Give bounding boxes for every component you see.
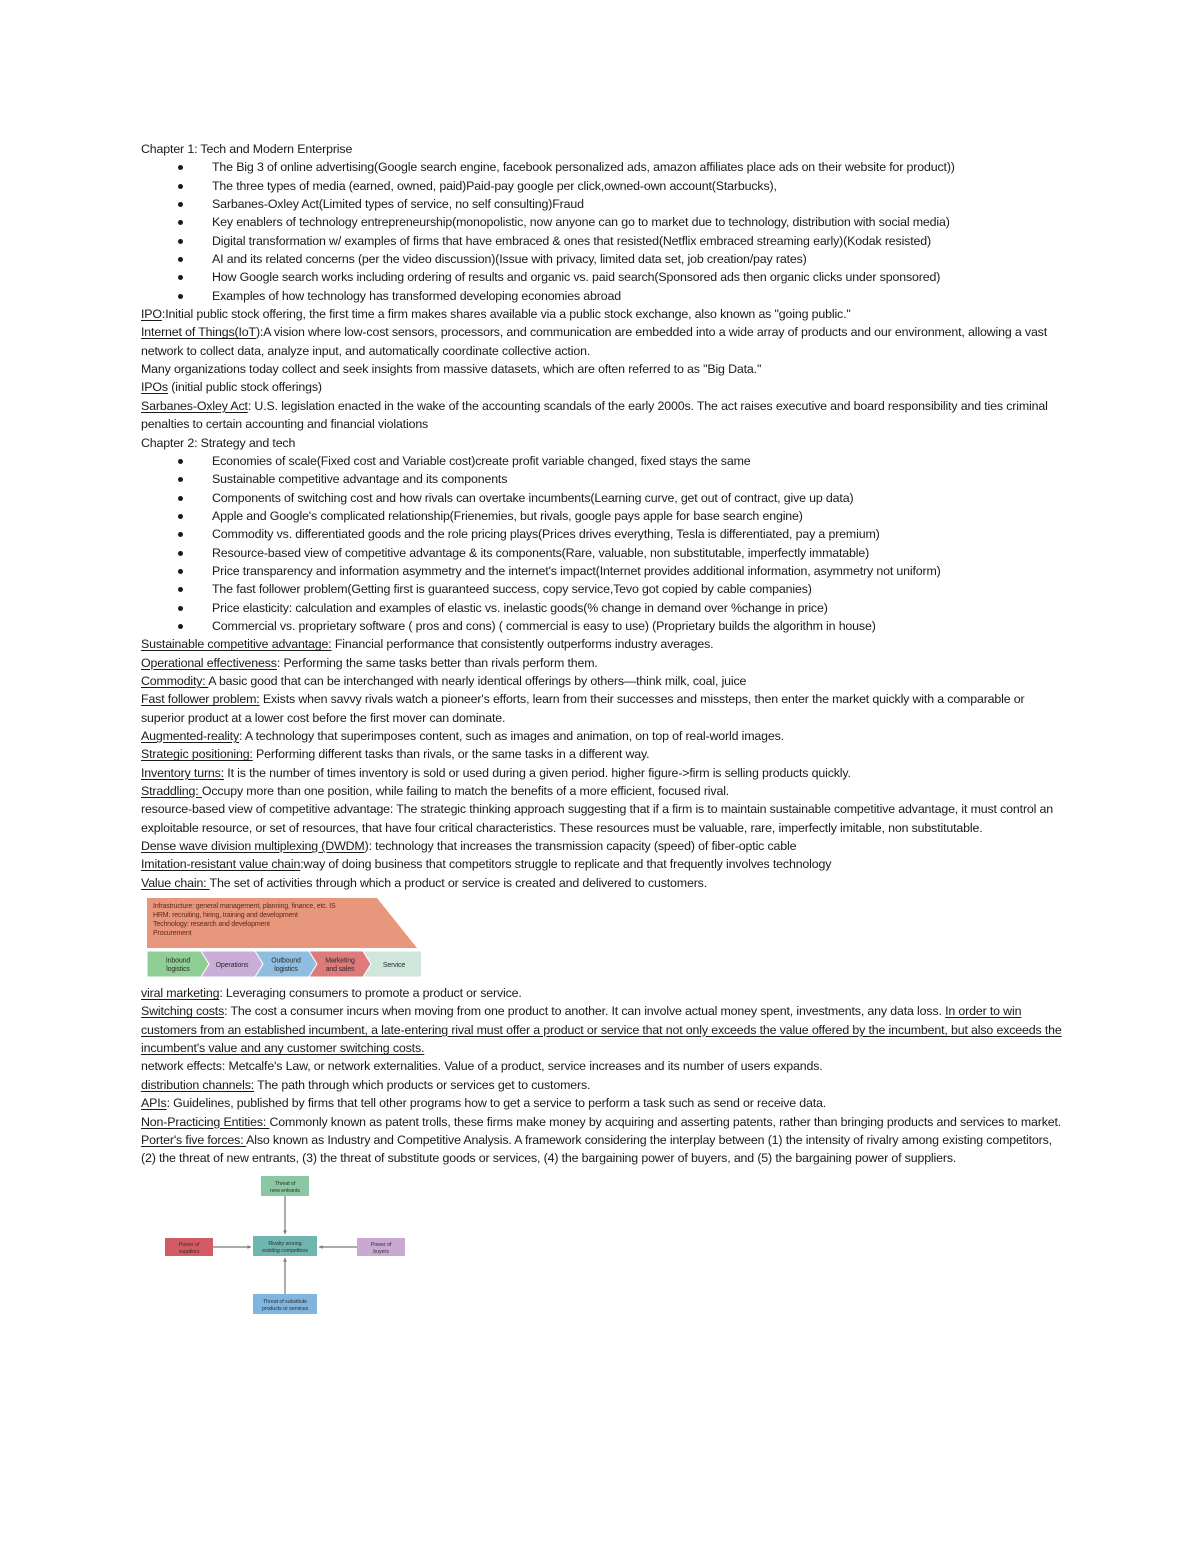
definition-paragraph [141, 654, 1066, 672]
chapter2-definitions-a [141, 635, 1066, 892]
definition-text: ): technology that increases the transmission capacity (speed) of fiber-optic cable [364, 839, 797, 854]
five-forces-diagram [163, 1174, 413, 1316]
definition-paragraph [141, 1057, 1066, 1075]
bullet-item: How Google search works including ordering of results and organic vs. paid search(Sponsored ads then organic clicks under sponsored) [141, 268, 1066, 286]
primary-activity-label: Inbound [165, 957, 191, 965]
bullet-item: Commodity vs. differentiated goods and the role pricing plays(Prices drives everything, Tesla is differentiated, pay a premium) [141, 525, 1066, 543]
support-activity-label: HRM: recruiting, hiring, training and development [153, 912, 298, 920]
definition-term: Sarbanes-Oxley Act [141, 398, 248, 413]
definition-term: APIs [141, 1096, 167, 1111]
arrow-head [283, 1258, 287, 1262]
definition-paragraph [141, 305, 1066, 323]
bullet-item: Apple and Google's complicated relationship(Frienemies, but rivals, google pays apple for base search engine) [141, 507, 1066, 525]
definition-paragraph [141, 855, 1066, 873]
bullet-item: Price elasticity: calculation and examples of elastic vs. inelastic goods(% change in demand over %change in price) [141, 599, 1066, 617]
support-activity-label: Technology: research and development [153, 921, 270, 929]
definition-paragraph [141, 1002, 1066, 1057]
definition-term: Non-Practicing Entities: [141, 1114, 270, 1129]
definition-paragraph [141, 782, 1066, 800]
primary-activity-label: Operations [215, 962, 249, 970]
chapter1-definitions [141, 305, 1066, 433]
definition-term: Internet of Things(IoT [141, 325, 256, 340]
force-label: Power of [178, 1241, 200, 1248]
definition-term: Operational effectiveness [141, 655, 277, 670]
notes-body [141, 140, 1066, 1316]
bullet-item: Components of switching cost and how rivals can overtake incumbents(Learning curve, get out of contract, give up data) [141, 489, 1066, 507]
definition-paragraph [141, 1076, 1066, 1094]
primary-activity-label: Marketing [325, 957, 355, 965]
definition-text: Performing different tasks than rivals, or the same tasks in a different way. [252, 747, 650, 762]
definition-text: Commonly known as patent trolls, these firms make money by acquiring and asserting patents, rather than bringing products and services to market. [269, 1114, 1062, 1129]
definition-paragraph [141, 727, 1066, 745]
arrow-head [319, 1245, 323, 1249]
force-label: Threat of substitute [262, 1298, 308, 1305]
bullet-item: The fast follower problem(Getting first is guaranteed success, copy service,Tevo got copied by cable companies) [141, 580, 1066, 598]
definition-text: :Initial public stock offering, the first time a firm makes shares available via a public stock exchange, also known as "going public." [161, 307, 851, 322]
value-chain-figure [145, 898, 1066, 978]
definition-paragraph [141, 378, 1066, 396]
force-label: existing competitors [262, 1247, 308, 1254]
bullet-item: Sarbanes-Oxley Act(Limited types of service, no self consulting)Fraud [141, 195, 1066, 213]
definition-paragraph [141, 1113, 1066, 1131]
definition-term: IPO [141, 307, 162, 322]
definition-paragraph [141, 397, 1066, 434]
definition-text: The set of activities through which a product or service is created and delivered to customers. [209, 875, 708, 890]
definition-paragraph [141, 874, 1066, 892]
definition-text: resource-based view of competitive advantage: The strategic thinking approach suggesting that if a firm is to maintain sustainable competitive advantage, it must control an exploitable resource, or set of resources, that have four critical characteristics. These resources must be valuable, rare, imperfectly imitable, non substitutable. [141, 802, 1054, 835]
arrow-head [247, 1245, 251, 1249]
definition-text: : Performing the same tasks better than rivals perform them. [276, 655, 598, 670]
force-label: buyers [373, 1248, 389, 1255]
definition-paragraph [141, 672, 1066, 690]
chapter2-heading: Chapter 2: Strategy and tech [141, 435, 296, 450]
bullet-item: The Big 3 of online advertising(Google search engine, facebook personalized ads, amazon affiliates place ads on their website for product)) [141, 158, 1066, 176]
bullet-item: Key enablers of technology entrepreneurship(monopolistic, now anyone can go to market due to technology, distribution with social media) [141, 213, 1066, 231]
definition-text: A basic good that can be interchanged with nearly identical offerings by others—think milk, coal, juice [208, 673, 747, 688]
definition-text: : A technology that superimposes content, such as images and animation, on top of real-world images. [239, 729, 784, 743]
bullet-item: The three types of media (earned, owned, paid)Paid-pay google per click,owned-own account(Starbucks), [141, 177, 1066, 195]
definition-paragraph [141, 764, 1066, 782]
definition-term: Switching costs [141, 1004, 225, 1019]
definition-term: Imitation-resistant value chain [141, 857, 301, 872]
definition-term: Commodity: [141, 673, 209, 688]
definition-text: : The cost a consumer incurs when moving from one product to another. It can involve actual money spent, investments, any data loss. [224, 1004, 946, 1019]
definition-paragraph [141, 1131, 1066, 1168]
definition-emphasis: In order to win customers from an established incumbent, a late-entering rival must offer a product or service that not only exceeds the value offered by the incumbent, but also exceeds the incumbent's value and any customer switching costs. [141, 1004, 1062, 1056]
value-chain-diagram [145, 898, 421, 978]
force-label: suppliers [178, 1248, 200, 1255]
definition-text: The path through which products or services get to customers. [254, 1077, 591, 1092]
definition-term: distribution channels: [141, 1077, 255, 1092]
primary-activity-label: Service [382, 962, 406, 970]
definition-term: Strategic positioning: [141, 747, 253, 762]
definition-text: Many organizations today collect and seek insights from massive datasets, which are often referred to as "Big Data." [141, 362, 762, 377]
definition-text: network effects: Metcalfe's Law, or network externalities. Value of a product, service increases and its number of users expands. [141, 1059, 823, 1074]
support-activity-label: Infrastructure: general management, planning, finance, etc. IS [153, 903, 336, 911]
definition-paragraph [141, 635, 1066, 653]
definition-text: Also known as Industry and Competitive Analysis. A framework considering the interplay between (1) the intensity of rivalry among existing competitors, (2) the threat of new entrants, (3) the threat of substitute goods or services, (4) the bargaining power of buyers, and (5) the bargaining power of suppliers. [141, 1132, 1052, 1166]
definition-term: viral marketing [141, 986, 220, 1001]
definition-term: Value chain: [141, 875, 210, 890]
bullet-item: AI and its related concerns (per the video discussion)(Issue with privacy, limited data set, job creation/pay rates) [141, 250, 1066, 268]
definition-term: Inventory turns: [141, 765, 224, 780]
definition-text: : Leveraging consumers to promote a product or service. [219, 986, 522, 1001]
definition-text: ):A vision where low-cost sensors, processors, and communication are embedded into a wide array of products and our environment, allowing a vast network to collect data, analyze input, and automatically coordinate collective action. [141, 325, 1048, 358]
bullet-item: Commercial vs. proprietary software ( pros and cons) ( commercial is easy to use) (Proprietary builds the algorithm in house) [141, 617, 1066, 635]
arrow-head [283, 1230, 287, 1234]
definition-term: Fast follower problem: [141, 692, 260, 707]
chapter1-bullet-list [141, 158, 1066, 305]
bullet-item: Examples of how technology has transformed developing economies abroad [141, 287, 1066, 305]
definition-paragraph [141, 984, 1066, 1002]
support-activity-label: Procurement [153, 930, 192, 938]
definition-text: :way of doing business that competitors struggle to replicate and that frequently involves technology [300, 857, 832, 872]
primary-activity-label: and sales [325, 966, 355, 974]
definition-term: Sustainable competitive advantage: [141, 637, 332, 652]
force-label: products or services [261, 1305, 309, 1312]
primary-activity-label: logistics [166, 966, 190, 974]
definition-text: Financial performance that consistently outperforms industry averages. [331, 637, 714, 652]
definition-paragraph [141, 800, 1066, 837]
definition-paragraph [141, 745, 1066, 763]
definition-paragraph [141, 837, 1066, 855]
bullet-item: Sustainable competitive advantage and its components [141, 470, 1066, 488]
definition-paragraph [141, 1094, 1066, 1112]
bullet-item: Economies of scale(Fixed cost and Variable cost)create profit variable changed, fixed stays the same [141, 452, 1066, 470]
bullet-item: Resource-based view of competitive advantage & its components(Rare, valuable, non substitutable, imperfectly immatable) [141, 544, 1066, 562]
force-label: new entrants [270, 1187, 300, 1194]
force-label: Rivalry among [268, 1240, 302, 1247]
primary-activity-label: Outbound [271, 957, 301, 965]
force-label: Power of [370, 1241, 392, 1248]
chapter1-heading: Chapter 1: Tech and Modern Enterprise [141, 142, 353, 156]
definition-term: Straddling: [141, 784, 202, 799]
definition-term: Porter's five forces: [141, 1132, 247, 1147]
definition-text: (initial public stock offerings) [167, 380, 322, 395]
bullet-item: Digital transformation w/ examples of firms that have embraced & ones that resisted(Netflix embraced streaming early)(Kodak resisted) [141, 232, 1066, 250]
definition-text: Occupy more than one position, while failing to match the benefits of a more efficient, focused rival. [201, 784, 730, 799]
bullet-item: Price transparency and information asymmetry and the internet's impact(Internet provides additional information, asymmetry not uniform) [141, 562, 1066, 580]
definition-term: Dense wave division multiplexing (DWDM [141, 839, 365, 854]
definition-term: Augmented-reality [141, 729, 240, 743]
chapter2-definitions-b [141, 984, 1066, 1167]
force-label: Threat of [274, 1180, 296, 1187]
definition-text: : Guidelines, published by firms that tell other programs how to get a service to perform a task such as send or receive data. [166, 1096, 827, 1111]
chapter2-bullet-list [141, 452, 1066, 635]
definition-text: : U.S. legislation enacted in the wake of the accounting scandals of the early 2000s. The act raises executive and board responsibility and ties criminal penalties to certain accounting and financial violations [141, 398, 1048, 432]
definition-paragraph [141, 323, 1066, 360]
definition-term: IPOs [141, 380, 168, 395]
primary-activity-label: logistics [274, 966, 298, 974]
definition-text: Exists when savvy rivals watch a pioneer's efforts, learn from their successes and missteps, then enter the market quickly with a comparable or superior product at a lower cost before the first mover can dominate. [141, 692, 1025, 725]
definition-text: It is the number of times inventory is sold or used during a given period. higher figure->firm is selling products quickly. [224, 765, 851, 780]
definition-paragraph [141, 690, 1066, 727]
definition-paragraph [141, 360, 1066, 378]
